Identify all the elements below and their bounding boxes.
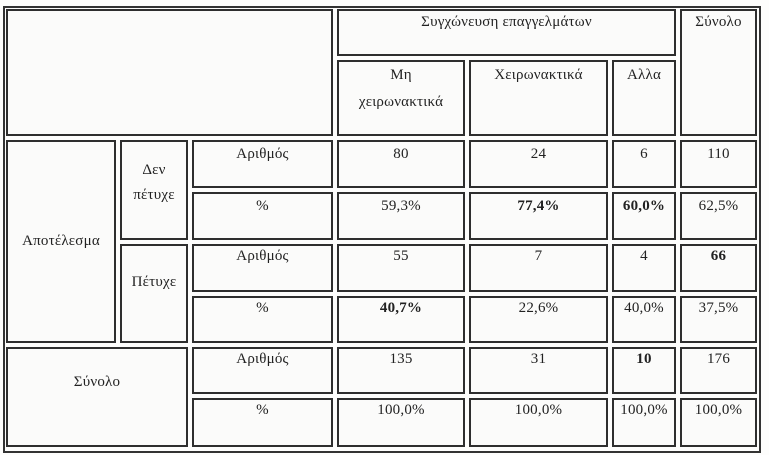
value-total-pct-other: 100,0%: [620, 402, 668, 418]
value-total-count-manual: 31: [530, 351, 547, 367]
value-passed-pct-total: 37,5%: [698, 300, 739, 316]
header-total-label: Σύνολο: [695, 14, 742, 30]
value-total-count-nonmanual: 135: [389, 351, 413, 367]
value-failed-pct-other: 60,0%: [622, 198, 666, 214]
value-failed-pct-manual: 77,4%: [517, 198, 560, 214]
value-passed-count-other: 4: [640, 248, 648, 264]
passed-count-label: Αριθμός: [236, 248, 289, 264]
value-passed-count-manual: 7: [534, 248, 543, 264]
value-failed-count-manual: 24: [530, 146, 547, 162]
value-passed-count-nonmanual: 55: [393, 248, 409, 264]
total-count-label: Αριθμός: [236, 351, 289, 367]
col-nonmanual-line2: χειρωνακτικά: [358, 94, 444, 110]
failed-count-label: Αριθμός: [236, 146, 289, 162]
value-failed-pct-nonmanual: 59,3%: [381, 198, 421, 214]
header-empty-corner: [6, 9, 333, 136]
passed-pct-label: %: [256, 300, 269, 316]
value-passed-count-total: 66: [710, 248, 727, 264]
row-passed-cell: [120, 244, 188, 343]
col-other-label: Αλλα: [626, 67, 662, 83]
value-passed-pct-other: 40,0%: [624, 300, 664, 316]
row-outcome-label: Αποτέλεσμα: [22, 233, 100, 249]
value-failed-count-other: 6: [640, 146, 648, 162]
value-failed-pct-total: 62,5%: [698, 198, 739, 214]
header-group-label: Συγχώνευση επαγγελμάτων: [421, 14, 592, 30]
value-passed-pct-manual: 22,6%: [518, 300, 559, 316]
value-total-count-total: 176: [706, 351, 731, 367]
row-failed-label-2: πέτυχε: [133, 187, 175, 203]
value-total-pct-nonmanual: 100,0%: [377, 402, 425, 418]
row-total-label: Σύνολο: [73, 374, 121, 390]
row-passed-label: Πέτυχε: [131, 274, 177, 290]
value-failed-count-total: 110: [707, 146, 730, 162]
failed-pct-label: %: [256, 198, 269, 214]
row-failed-label-1: Δεν: [142, 162, 166, 178]
col-nonmanual-line1: Μη: [390, 67, 412, 83]
row-total-cell: [6, 347, 188, 447]
value-total-pct-total: 100,0%: [694, 402, 743, 418]
value-failed-count-nonmanual: 80: [393, 146, 409, 162]
value-total-count-other: 10: [636, 351, 652, 367]
value-passed-pct-nonmanual: 40,7%: [379, 300, 423, 316]
col-manual-label: Χειρωνακτικά: [494, 67, 583, 83]
value-total-pct-manual: 100,0%: [514, 402, 563, 418]
total-pct-label: %: [256, 402, 269, 418]
